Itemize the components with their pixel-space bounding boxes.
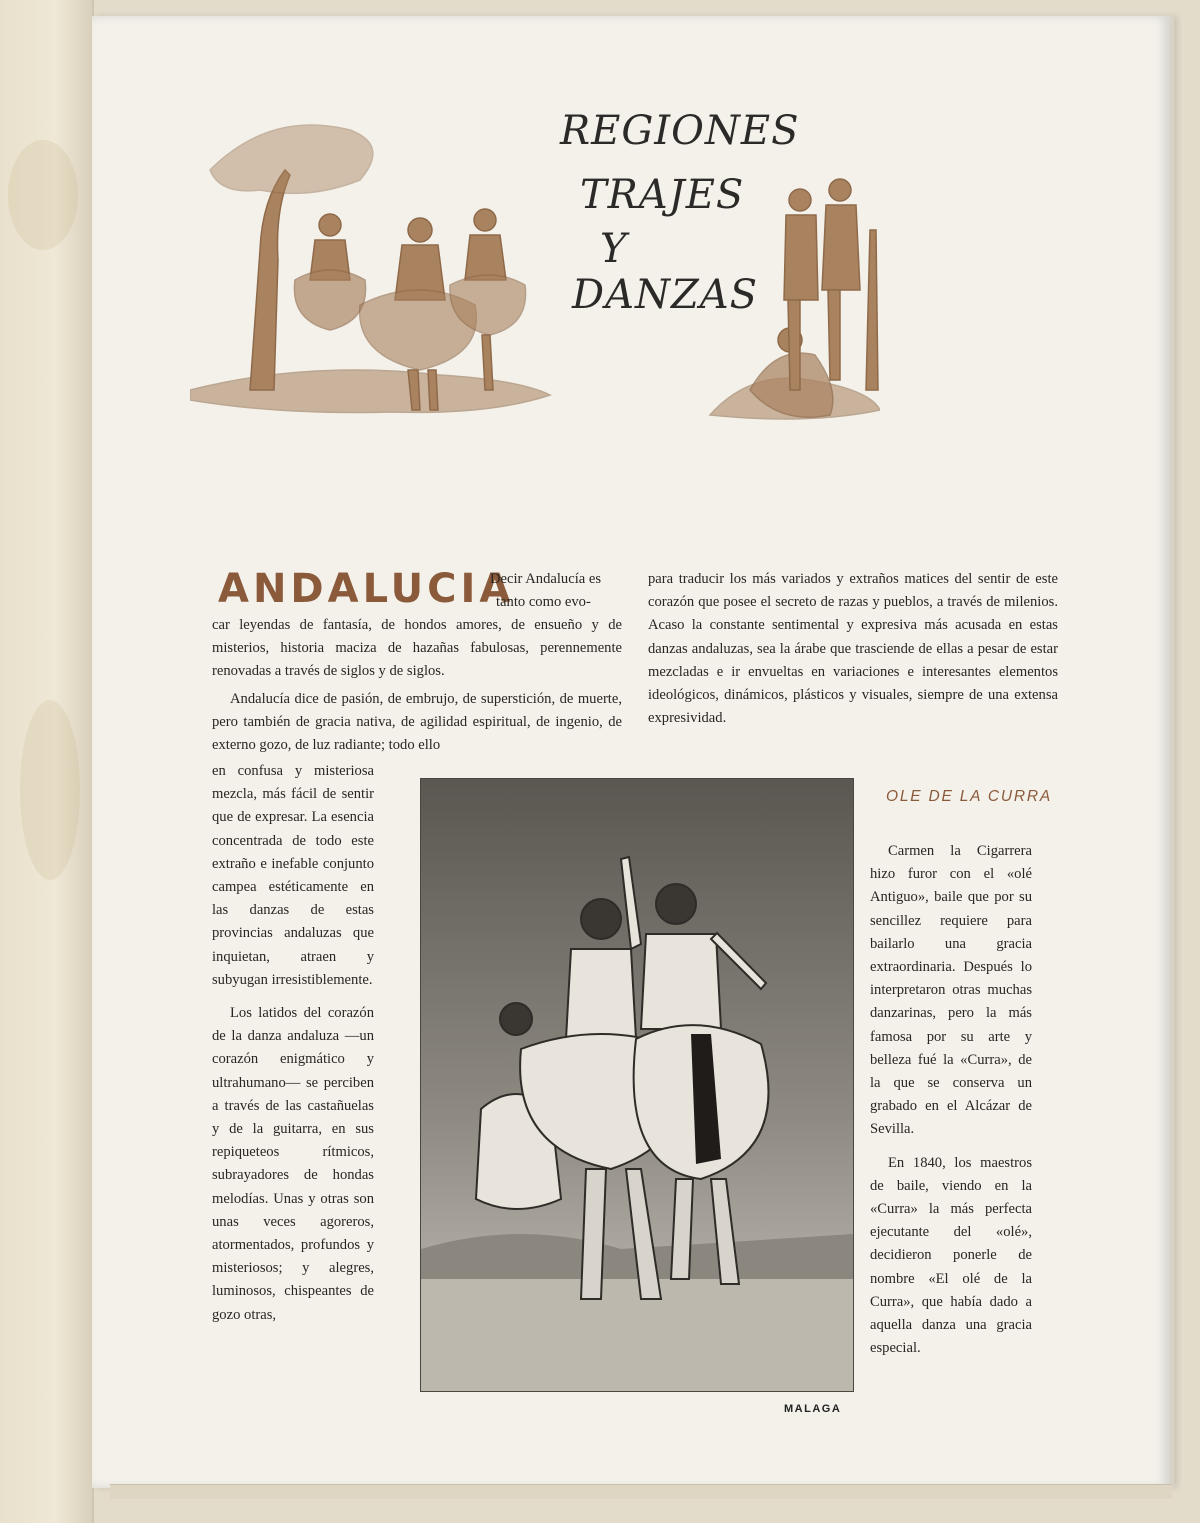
intro-line-2: tanto como evo- <box>496 594 591 611</box>
page-bottom-edge <box>110 1484 1172 1499</box>
intro-line-1: Decir Andalucía es <box>490 571 602 587</box>
column-2-text <box>648 568 1058 730</box>
water-stain <box>8 140 78 250</box>
paragraph: en confusa y misteriosa mezcla, más fácil de sentir que de expresar. La esencia concentrada de todo este extraño e inefable conjunto campea estéticamente en las danzas de estas provincias andaluzas que inquietan, atraen y subyugan irresistiblemente. <box>212 763 374 988</box>
dancers-photograph <box>420 778 854 1392</box>
intro-beside-heading <box>490 568 622 614</box>
paragraph: Andalucía dice de pasión, de embrujo, de superstición, de muerte, pero también de gracia nativa, de agilidad espiritual, de ingenio, de externo gozo, de luz radiante; todo ello <box>212 690 622 754</box>
photo-caption: MALAGA <box>784 1403 842 1415</box>
column-1-text <box>212 614 622 757</box>
subheading: OLE DE LA CURRA <box>886 788 1052 805</box>
left-page-edge <box>0 0 94 1523</box>
title-line-2: TRAJES <box>580 172 745 218</box>
paragraph: para traducir los más variados y extraños matices del sentir de este corazón que posee el secreto de razas y pueblos, a través de milenios. Acaso la constante sentimental y expresiva más acusada en estas danzas andaluzas, sea la árabe que trasciende de ellas a pesar de estar mezcladas e ir envueltas en variaciones e interesantes elementos ideológicos, dinámicos, plásticos y visuales, siempre de una extensa expresividad. <box>648 571 1058 727</box>
narrow-left-column <box>212 760 374 1327</box>
paragraph: Carmen la Cigarrera hizo furor con el «olé Antiguo», baile que por su sencillez requiere para bailarlo una gracia extraordinaria. Después lo interpretaron otras muchas danzarinas, pero la más famosa por su arte y belleza fué la «Curra», de la que se conserva un grabado en el Alcázar de Sevilla. <box>870 843 1032 1138</box>
title-line-4: DANZAS <box>572 272 759 318</box>
paragraph: car leyendas de fantasía, de hondos amores, de ensueño y de misterios, historia maciza de hazañas fabulosas, perennemente renovadas a través de siglos y de siglos. <box>212 617 622 680</box>
paragraph: Los latidos del corazón de la danza andaluza —un corazón enigmático y ultrahumano— se perciben a través de las castañuelas y de la guitarra, en sus repiqueteos rítmicos, subrayadores de hondas melodías. Unas y otras son unas veces agoreros, atormentados, profundos y misteriosos; y alegres, luminosos, chispeantes de gozo otras, <box>212 1005 374 1323</box>
water-stain <box>20 700 80 880</box>
right-column <box>870 840 1032 1360</box>
paragraph: En 1840, los maestros de baile, viendo en la «Curra» la más perfecta ejecutante del «olé», decidieron ponerle de nombre «El olé de la Curra», que había dado a aquella danza una gracia especial. <box>870 1154 1032 1357</box>
title-line-1: REGIONES <box>560 108 800 154</box>
title-line-3: Y <box>600 226 628 272</box>
section-heading: ANDALUCIA <box>218 566 515 612</box>
